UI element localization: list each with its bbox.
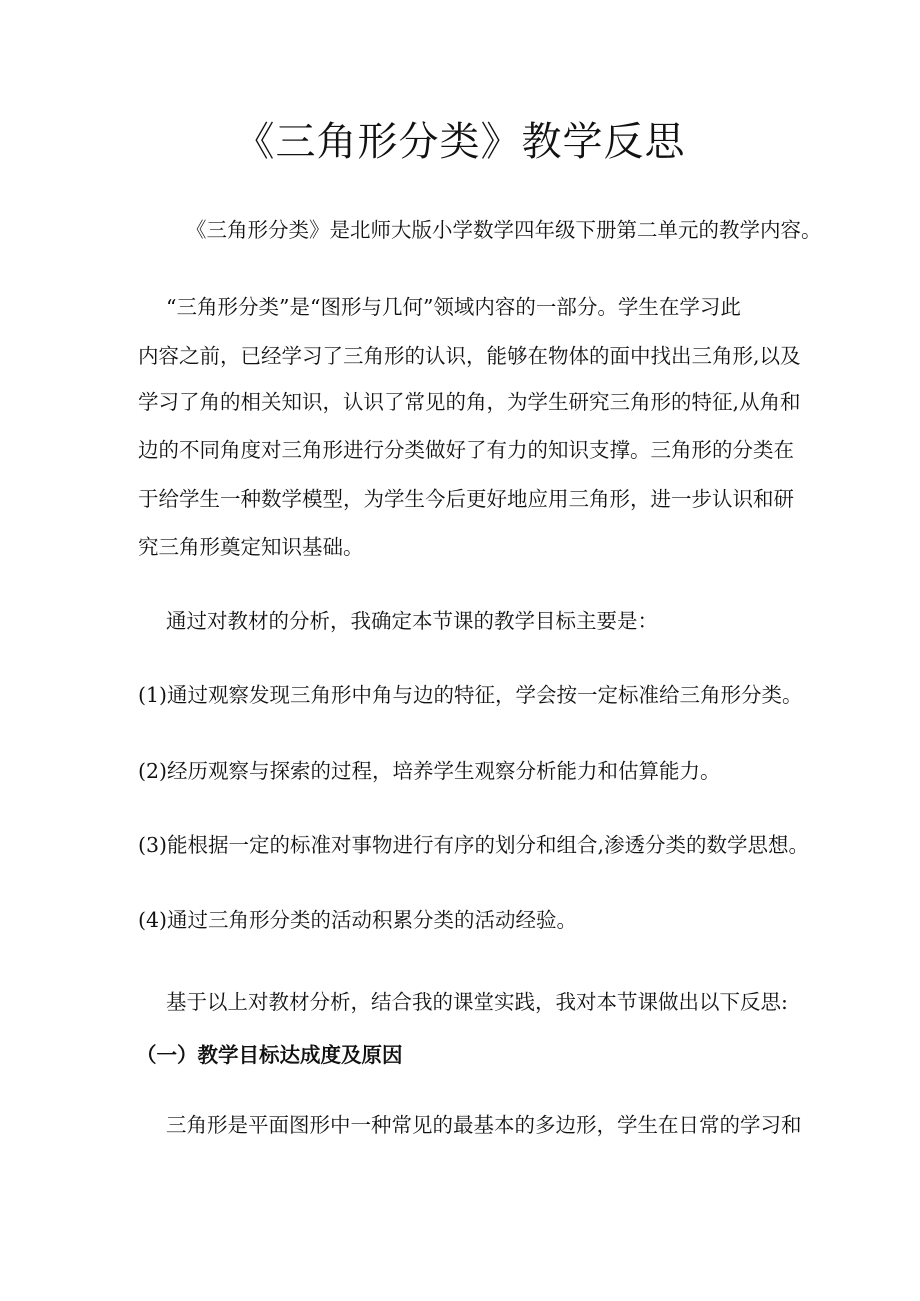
paragraph1-line: 学习了角的相关知识，认识了常见的角，为学生研究三角形的特征,从角和 [138, 390, 801, 414]
intro-paragraph: 《三角形分类》是北师大版小学数学四年级下册第二单元的教学内容。 [186, 218, 822, 242]
reflection-intro: 基于以上对教材分析，结合我的课堂实践，我对本节课做出以下反思: [166, 990, 788, 1014]
section1-paragraph-line: 三角形是平面图形中一种常见的最基本的多边形，学生在日常的学习和 [166, 1113, 802, 1137]
goal-item: (4)通过三角形分类的活动积累分类的活动经验。 [138, 908, 578, 932]
paragraph1-line: 内容之前，已经学习了三角形的认识，能够在物体的面中找出三角形,以及 [138, 344, 801, 368]
goals-intro: 通过对教材的分析，我确定本节课的教学目标主要是： [166, 609, 658, 633]
paragraph1-line: 于给学生一种数学模型，为学生今后更好地应用三角形，进一步认识和研 [138, 487, 794, 511]
goal-item: (2)经历观察与探索的过程，培养学生观察分析能力和估算能力。 [138, 759, 721, 783]
paragraph1-line: “三角形分类”是“图形与几何”领域内容的一部分。学生在学习此 [166, 295, 741, 319]
goal-item: (3)能根据一定的标准对事物进行有序的划分和组合,渗透分类的数学思想。 [138, 833, 810, 857]
document-title: 《三角形分类》教学反思 [234, 119, 686, 165]
paragraph1-line: 边的不同角度对三角形进行分类做好了有力的知识支撑。三角形的分类在 [138, 438, 794, 462]
section-heading: （一）教学目标达成度及原因 [136, 1043, 403, 1067]
paragraph1-line: 究三角形奠定知识基础。 [138, 535, 364, 559]
goal-item: (1)通过观察发现三角形中角与边的特征，学会按一定标准给三角形分类。 [138, 683, 803, 707]
